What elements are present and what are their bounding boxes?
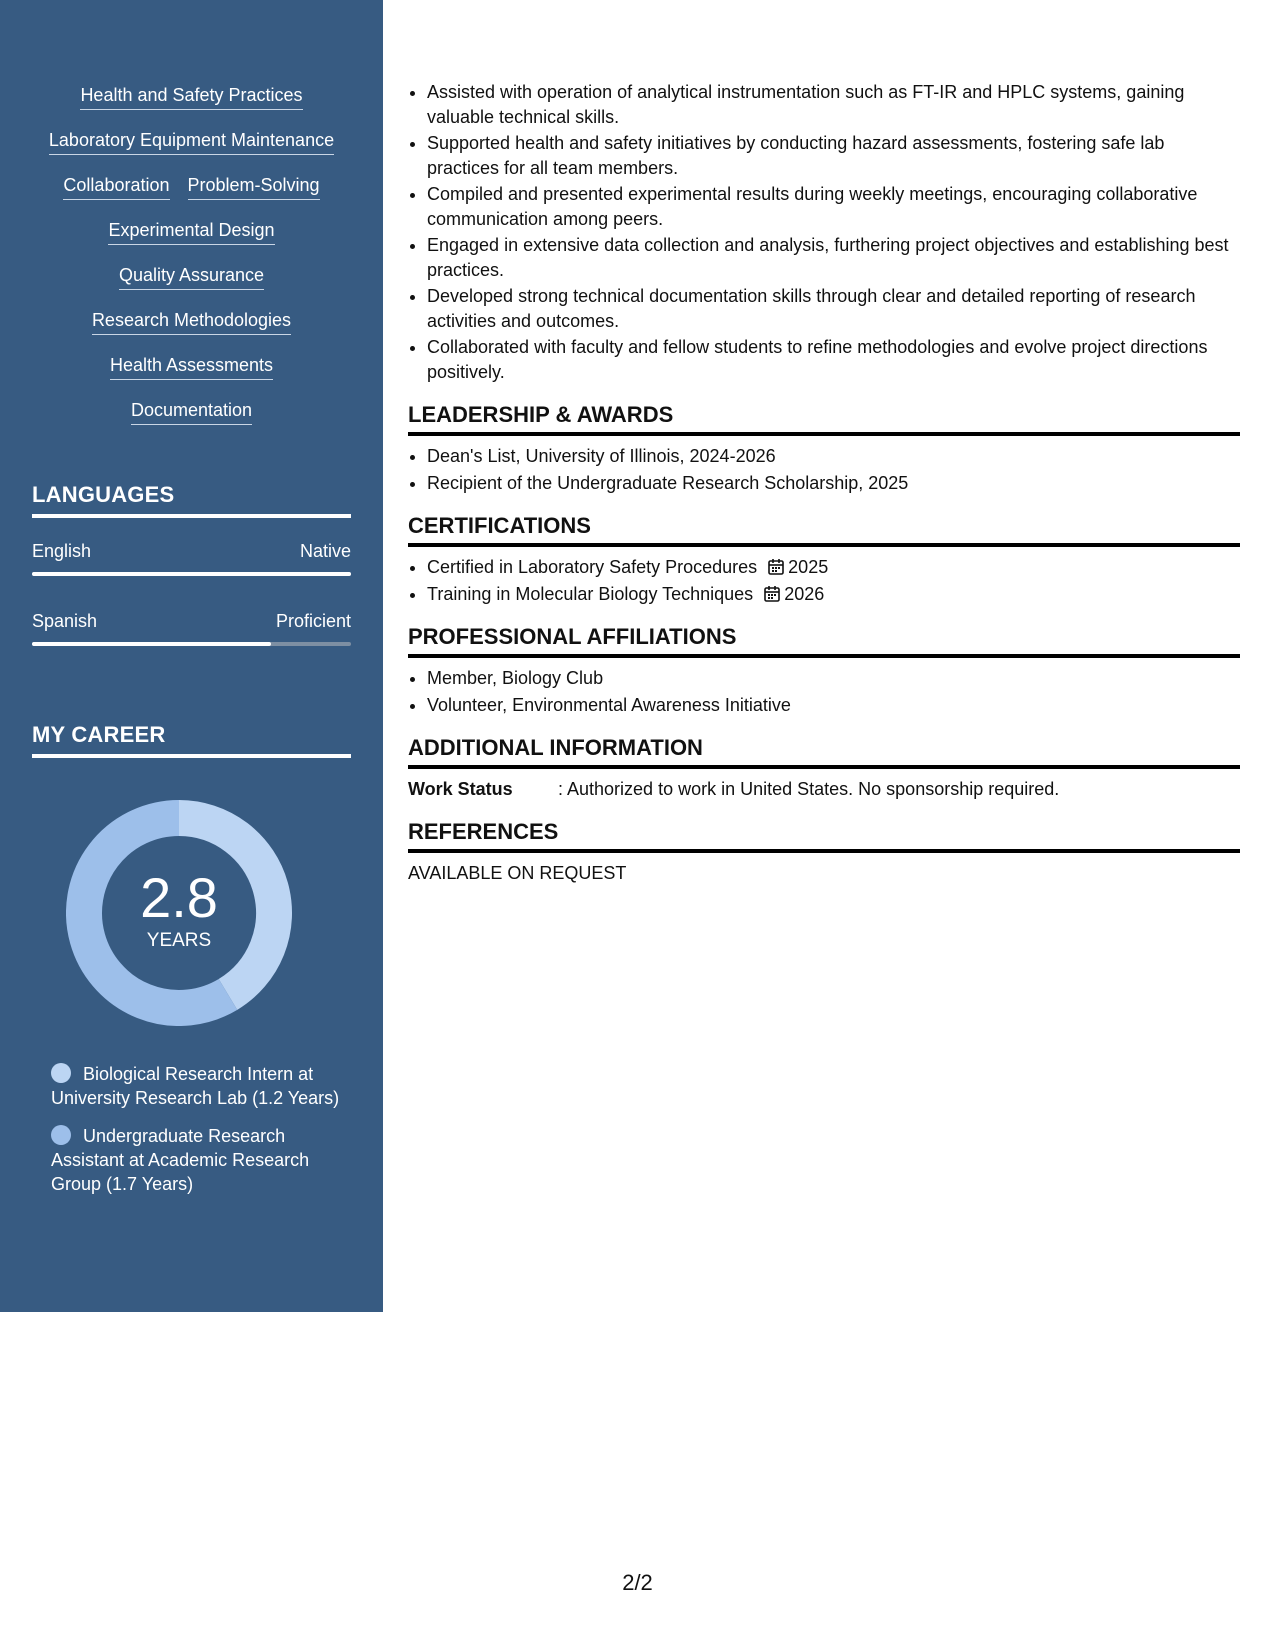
certification-item — [427, 582, 1240, 607]
language-name: Spanish — [32, 611, 98, 631]
certification-year: 2026 — [784, 583, 825, 604]
section-title: REFERENCES — [408, 819, 1240, 853]
career-item — [51, 1124, 341, 1196]
calendar-icon — [767, 558, 785, 576]
page-number: 2/2 — [622, 1570, 653, 1595]
experience-bullets — [408, 80, 1240, 384]
skill-row — [0, 84, 383, 129]
sidebar — [0, 0, 383, 1312]
list-item: • Dean's List, University of Illinois, 2024-2026 — [427, 444, 1240, 469]
language-level: Proficient — [275, 611, 351, 631]
skill-row — [0, 129, 383, 174]
skill-tag[interactable]: Laboratory Equipment Maintenance — [49, 129, 334, 155]
leadership-section — [408, 402, 1240, 495]
list-item: • Volunteer, Environmental Awareness Initiative — [427, 693, 1240, 718]
references-section — [408, 819, 1240, 885]
skill-tag[interactable]: Experimental Design — [108, 219, 274, 245]
skill-tag[interactable]: Health Assessments — [110, 354, 273, 380]
certifications-section — [408, 513, 1240, 606]
skill-row — [0, 309, 383, 354]
experience-bullet: • Developed strong technical documentation skills through clear and detailed reporting of research activities and outcomes. — [427, 284, 1240, 333]
languages-heading: LANGUAGES — [32, 482, 351, 518]
legend-dot-icon — [51, 1125, 71, 1145]
skill-tag[interactable]: Research Methodologies — [92, 309, 291, 335]
skill-tag[interactable]: Problem-Solving — [188, 174, 320, 200]
certification-item — [427, 555, 1240, 580]
skill-row — [0, 399, 383, 444]
section-title: LEADERSHIP & AWARDS — [408, 402, 1240, 436]
skill-tag[interactable]: Documentation — [131, 399, 252, 425]
list-item: • Member, Biology Club — [427, 666, 1240, 691]
career-years-unit: YEARS — [146, 930, 212, 951]
calendar-icon — [763, 585, 781, 603]
additional-info-section — [408, 735, 1240, 801]
experience-bullet: • Engaged in extensive data collection and analysis, furthering project objectives and establishing best practices. — [427, 233, 1240, 282]
language-bar — [32, 572, 351, 576]
language-bar-fill — [32, 642, 271, 646]
language-level: Native — [299, 541, 351, 561]
language-name: English — [32, 541, 92, 561]
skill-tag[interactable]: Collaboration — [63, 174, 169, 200]
affiliations-section — [408, 624, 1240, 717]
section-title: ADDITIONAL INFORMATION — [408, 735, 1240, 769]
experience-bullet: • Assisted with operation of analytical instrumentation such as FT-IR and HPLC systems, gaining valuable technical skills. — [427, 80, 1240, 129]
work-status-label: Work Status — [408, 779, 513, 799]
language-spanish — [32, 610, 351, 646]
skill-row — [0, 219, 383, 264]
legend-dot-icon — [51, 1063, 71, 1083]
references-text: AVAILABLE ON REQUEST — [408, 863, 627, 883]
certification-year: 2025 — [788, 557, 829, 577]
skill-row — [0, 264, 383, 309]
certification-name: Training in Molecular Biology Techniques — [427, 583, 754, 604]
experience-bullet: • Compiled and presented experimental results during weekly meetings, encouraging collaborative communication among peers. — [427, 182, 1240, 231]
skill-row — [0, 354, 383, 399]
career-list — [51, 1062, 341, 1210]
career-item-text: Undergraduate Research Assistant at Academic Research Group (1.7 Years) — [51, 1126, 310, 1194]
skill-tag[interactable]: Quality Assurance — [119, 264, 264, 290]
career-donut-center — [66, 800, 292, 1026]
career-item — [51, 1062, 341, 1110]
skill-row — [0, 174, 383, 219]
work-status-value: : Authorized to work in United States. No sponsorship required. — [558, 779, 1060, 799]
section-title: PROFESSIONAL AFFILIATIONS — [408, 624, 1240, 658]
skills-list — [0, 84, 383, 444]
career-item-text: Biological Research Intern at University Research Lab (1.2 Years) — [51, 1064, 340, 1108]
language-bar-fill — [32, 572, 351, 576]
experience-bullet: • Supported health and safety initiatives by conducting hazard assessments, fostering safe lab practices for all team members. — [427, 131, 1240, 180]
language-bar — [32, 642, 351, 646]
career-total-years: 2.8 — [140, 866, 218, 929]
main-content — [408, 80, 1240, 885]
language-english — [32, 540, 351, 576]
experience-bullet: • Collaborated with faculty and fellow students to refine methodologies and evolve project directions positively. — [427, 335, 1240, 384]
section-title: CERTIFICATIONS — [408, 513, 1240, 547]
list-item: • Recipient of the Undergraduate Research Scholarship, 2025 — [427, 471, 1240, 496]
certification-name: Certified in Laboratory Safety Procedures — [427, 557, 758, 577]
career-heading: MY CAREER — [32, 722, 351, 758]
work-status-row — [408, 777, 1240, 801]
skill-tag[interactable]: Health and Safety Practices — [80, 84, 302, 110]
